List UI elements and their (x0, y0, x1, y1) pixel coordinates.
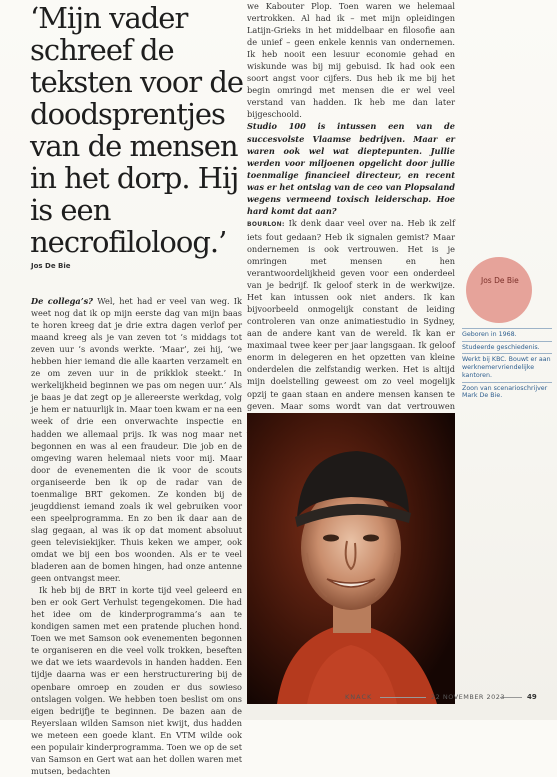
footer-divider (380, 697, 426, 698)
bio-item: Geboren in 1968. (462, 328, 552, 339)
bio-item: Studeerde geschiedenis. (462, 341, 552, 352)
bio-sidebar (462, 328, 552, 402)
portrait-photo (247, 413, 455, 704)
bio-item: Zoon van scenarioschrijver Mark De Bie. (462, 382, 552, 400)
speaker-label: BOURLON: (247, 220, 285, 228)
footer-date: 22 NOVEMBER 2023 (431, 693, 506, 701)
question-inline: De collega’s? (31, 296, 93, 306)
answer-text: Ik heb bij de BRT in korte tijd veel geleerd en ben er ook Gert Verhulst tegengekomen. Die had het idee om de kinderprogramma’s aan te kondigen samen met een pratende pluchen hond. Toen we met Samson ook evenementen begonnen te organiseren en die veel volk trokken, beseften we dat we iets waardevols in handen hadden. Een tijdje daarna was er een herstructurering bij de openbare omroep en zouden er dus sowieso ontslagen volgen. We hebben toen beslist om ons eigen bedrijfje te beginnen. De bazen aan de Reyerslaan wilden Samson niet kwijt, dus hadden we meteen een goede klant. En VTM wilde ook een populair kinderprogramma. Toen we op de set van Samson en Gert wat aan het dollen waren met mutsen, bedachten (31, 585, 242, 776)
answer-text: Ik denk daar veel over na. Heb ik zelf iets fout gedaan? Heb ik signalen gemist? Maar ondernemen is ook vertrouwen. Het is je omringen met mensen en hen verantwoordelijkheid geven voor een onderdeel van je bedrijf. Ik geloof sterk in de werkwijze. Het kan intussen ook niet anders. Ik kan bijvoorbeeld onmogelijk constant de leiding controleren van onze animatiestudio in Sydney, aan de andere kant van de wereld. Ik kan er maximaal twee keer per jaar langsgaan. Ik geloof enorm in delegeren en het opzetten van kleine onderdelen die zelfstandig werken. Het is altijd mijn doelstelling geweest om zo veel mogelijk opzij te gaan staan en andere mensen kansen te geven. Maar soms wordt van dat vertrouwen (247, 217, 455, 411)
left-paragraph-1 (31, 295, 242, 584)
bio-name-circle (466, 257, 532, 323)
bio-item: Werkt bij KBC. Bouwt er aan werknemervriendelijke kantoren. (462, 353, 552, 379)
right-paragraph-top: we Kabouter Plop. Toen waren we helemaal vertrokken. Al had ik – met mijn opleidingen Latijn-Grieks in het middelbaar en filosofie aan de unief – geen enkele kennis van ondernemen. Ik heb nooit een lesuur economie gehad en wiskunde was bij mij gebuisd. Ik had ook een soort angst voor cijfers. Dus heb ik me bij het begin omringd met mensen die er wel veel verstand van hadden. Ik heb me dan later bijgeschoold. (247, 1, 455, 120)
bio-name: Jos De Bie (481, 276, 519, 285)
left-paragraph-2 (31, 584, 242, 777)
left-column (31, 295, 242, 777)
portrait-illustration (247, 413, 455, 704)
answer-1 (247, 217, 455, 424)
answer-text: Wel, het had er veel van weg. Ik weet nog dat ik op mijn eerste dag van mijn baas te horen kreeg dat je drie extra dagen verlof per maand kreeg als je van zeven tot ’s middags tot zeven uur ’s avonds werkte. ‘Maar’, zei hij, ‘we hebben hier iemand die alle kaarten verzamelt en ze om zeven uur in de prikklok steekt.’ In werkelijkheid beginnen we pas om negen uur.’ Als je baas je dat zegt op je allereerste werkdag, volg je hem er natuurlijk in. Maar toen kwam er na een week of drie een onverwachte inspectie en hadden we allemaal prijs. Ik was nog maar net begonnen en was al een fraudeur. Die job en de omgeving waren helemaal niets voor mij. Maar door de evenementen die ik voor de scouts organiseerde ben ik op de radar van de toenmalige BRT gekomen. Ze konden bij de jeugddienst iemand zoals ik wel gebruiken voor een speelprogramma. En zo ben ik daar aan de slag gegaan, al was ik op dat moment absoluut geen televisiekijker. Thuis keken we amper, ook omdat we bij een bos woonden. Als er te veel bladeren aan de bomen hingen, had onze antenne geen ontvangst meer. (31, 296, 242, 584)
pull-quote-author: Jos De Bie (31, 262, 71, 270)
interview-question-1: Studio 100 is intussen een van de succesvolste Vlaamse bedrijven. Maar er waren ook wel wat dieptepunten. Jullie werden voor miljoenen opgelicht door jullie toenmalige financieel directeur, en recent was er het ontslag van de ceo van Plopsaland wegens vermeend toxisch leiderschap. Hoe hard komt dat aan? (247, 121, 455, 216)
footer-magazine-name: KNACK (345, 693, 373, 701)
page-number: 49 (527, 693, 537, 701)
pull-quote: ‘Mijn vader schreef de teksten voor de doodsprentjes van de mensen in het dorp. Hij is een necrofiloloog.’ (30, 1, 244, 259)
